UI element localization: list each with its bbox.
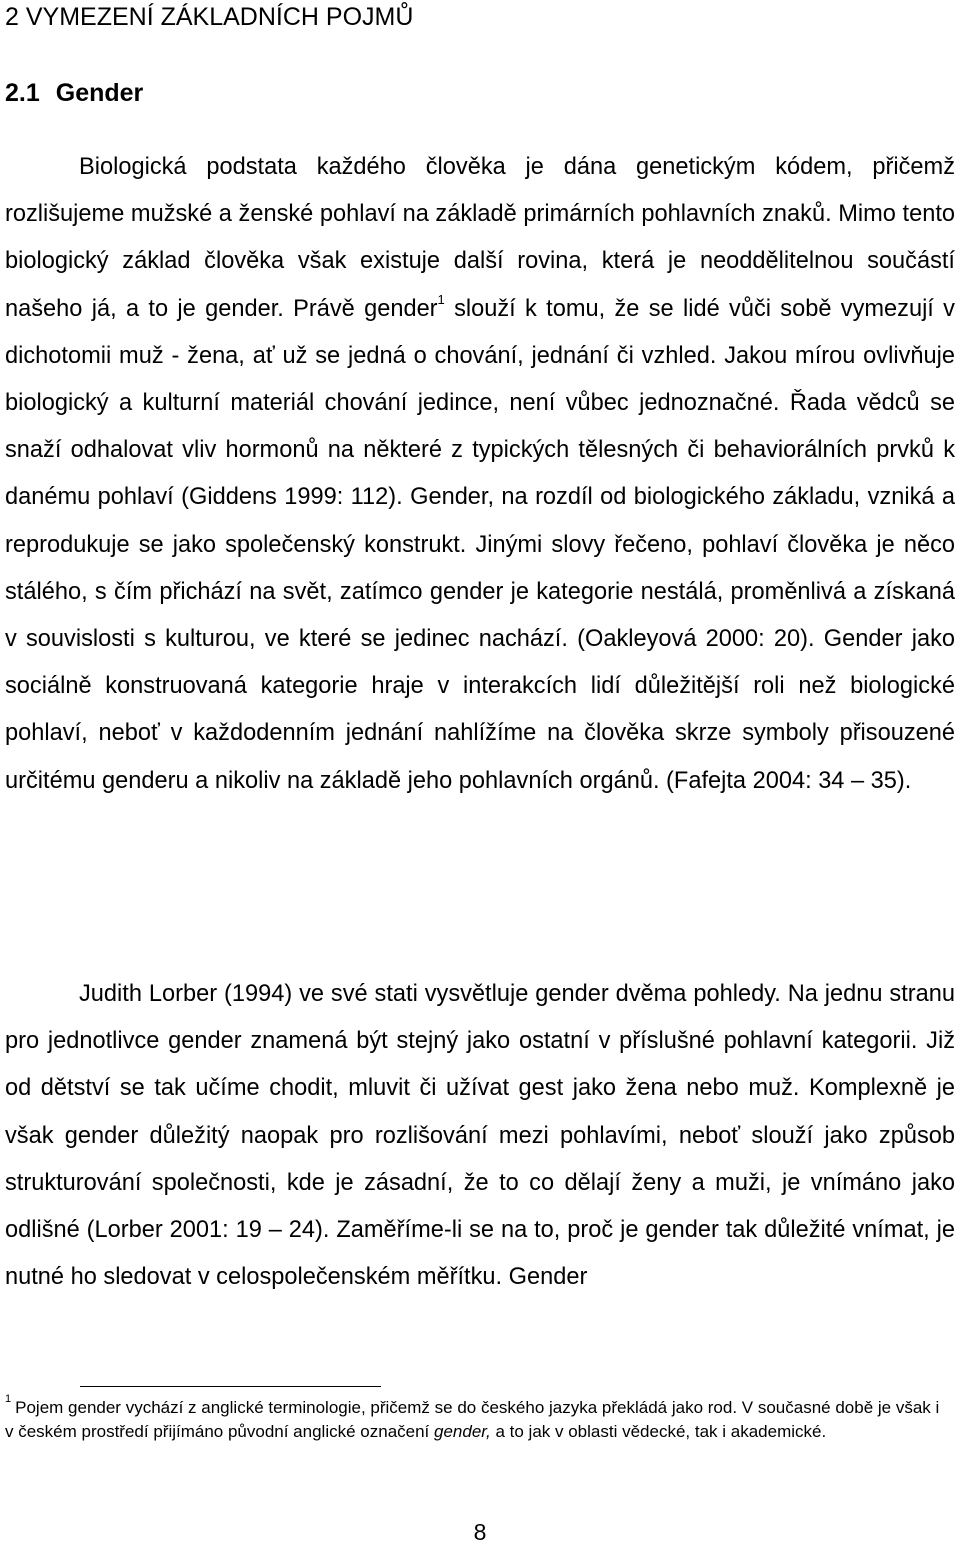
footnote <box>5 1393 950 1444</box>
footnote-marker: 1 <box>5 1393 12 1406</box>
chapter-heading: 2 VYMEZENÍ ZÁKLADNÍCH POJMŮ <box>5 3 414 31</box>
footnote-text-a: Pojem gender vychází z anglické terminologie, přičemž se do českého jazyka překládá jako rod. V současné době je však i v českém prostředí přijímáno původní anglické označení <box>5 1398 940 1441</box>
paragraph-2-text: Judith Lorber (1994) ve své stati vysvětluje gender dvěma pohledy. Na jednu stranu pro jednotlivce gender znamená být stejný jako ostatní v příslušné pohlavní kategorii. Již od dětství se tak učíme chodit, mluvit či užívat gest jako žena nebo muž. Komplexně je však gender důležitý naopak pro rozlišování mezi pohlavími, neboť slouží jako způsob strukturování společnosti, kde je zásadní, že to co dělají ženy a muži, je vnímáno jako odlišné (Lorber 2001: 19 – 24). Zaměříme-li se na to, proč je gender tak důležité vnímat, je nutné ho sledovat v celospolečenském měřítku. Gender <box>5 981 955 1291</box>
section-title: Gender <box>55 79 144 107</box>
section-number: 2.1 <box>5 79 40 107</box>
footnote-emphasis: gender, <box>434 1422 491 1441</box>
footnote-text-b: a to jak v oblasti vědecké, tak i akademické. <box>490 1422 827 1441</box>
footnote-reference: 1 <box>437 291 445 307</box>
section-heading <box>5 78 143 108</box>
paragraph-1-text-a: Biologická podstata každého člověka je dána genetickým kódem, přičemž rozlišujeme mužské a ženské pohlaví na základě primárních pohlavních znaků. Mimo tento biologický základ člověka však existuje další rovina, která je neoddělitelnou součástí našeho já, a to je gender. Právě gender <box>5 154 955 322</box>
paragraph-1 <box>5 144 955 805</box>
footnote-separator <box>80 1386 381 1387</box>
paragraph-1-text-b: slouží k tomu, že se lidé vůči sobě vymezují v dichotomii muž - žena, ať už se jedná o chování, jednání či vzhled. Jakou mírou ovlivňuje biologický a kulturní materiál chování jedince, není vůbec jednoznačné. Řada vědců se snaží odhalovat vliv hormonů na některé z typických tělesných či behaviorálních prvků k danému pohlaví (Giddens 1999: 112). Gender, na rozdíl od biologického základu, vzniká a reprodukuje se jako společenský konstrukt. Jinými slovy řečeno, pohlaví člověka je něco stálého, s čím přichází na svět, zatímco gender je kategorie nestálá, proměnlivá a získaná v souvislosti s kulturou, ve které se jedinec nachází. (Oakleyová 2000: 20). Gender jako sociálně konstruovaná kategorie hraje v interakcích lidí důležitější roli než biologické pohlaví, neboť v každodenním jednání nahlížíme na člověka skrze symboly přisouzené určitému genderu a nikoliv na základě jeho pohlavních orgánů. (Fafejta 2004: 34 – 35). <box>5 295 955 794</box>
paragraph-2 <box>5 971 955 1301</box>
page-number: 8 <box>473 1519 487 1545</box>
